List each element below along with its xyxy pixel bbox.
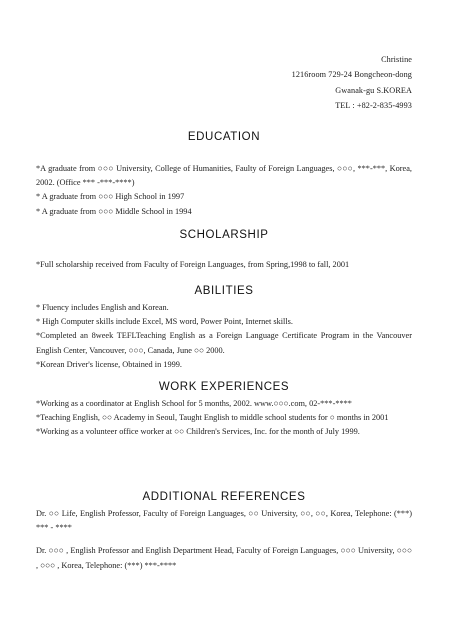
work-item: *Working as a coordinator at English School for 5 months, 2002. www.○○○.com, 02-***-****	[36, 399, 352, 408]
work-experiences-heading: WORK EXPERIENCES	[158, 381, 290, 393]
ability-item: * Fluency includes English and Korean.	[36, 303, 169, 312]
scholarship-heading: SCHOLARSHIP	[179, 229, 269, 241]
ability-item: *Korean Driver's license, Obtained in 1999.	[36, 359, 182, 369]
abilities-heading: ABILITIES	[194, 285, 254, 297]
education-item: *A graduate from ○○○ University, College of Humanities, Faulty of Foreign Languages, ○○○, ***-***, Korea, 2002. (Office *** -***-****)	[36, 164, 412, 188]
contact-telephone: TEL : +82-2-835-4993	[335, 100, 412, 110]
work-item: *Teaching English, ○○ Academy in Seoul, Taught English to middle school students for ○ months in 2001	[36, 413, 389, 423]
additional-references-heading: ADDITIONAL REFERENCES	[142, 491, 306, 503]
reference-item: Dr. ○○○ , English Professor and English Department Head, Faculty of Foreign Languages, ○○○ University, ○○○ , ○○○ , Korea, Telephone: (***) ***-****	[36, 546, 412, 570]
education-item: * A graduate from ○○○ Middle School in 1994	[36, 206, 192, 216]
work-item: *Working as a volunteer office worker at ○○ Children's Services, Inc. for the month of July 1999.	[36, 427, 360, 437]
work-experiences-section	[36, 397, 412, 440]
education-item: * A graduate from ○○○ High School in 1997	[36, 192, 185, 202]
abilities-section	[36, 301, 412, 372]
scholarship-section	[36, 258, 412, 272]
contact-name: Christine	[381, 55, 412, 64]
education-section	[36, 162, 412, 219]
scholarship-item: *Full scholarship received from Faculty of Foreign Languages, from Spring,1998 to fall, 2001	[36, 260, 350, 269]
ability-item: *Completed an 8week TEFLTeaching English as a Foreign Language Certificate Program in the Vancouver English Center, Vancouver, ○○○, Canada, June ○○ 2000.	[36, 331, 412, 355]
contact-block	[292, 52, 412, 113]
reference-spacer	[36, 535, 412, 544]
contact-address-line2: Gwanak-gu S.KOREA	[335, 85, 412, 95]
ability-item: * High Computer skills include Excel, MS word, Power Point, Internet skills.	[36, 317, 293, 327]
references-section	[36, 507, 412, 573]
education-heading: EDUCATION	[187, 131, 261, 143]
reference-item: Dr. ○○ Life, English Professor, Faculty of Foreign Languages, ○○ University, ○○, ○○, Korea, Telephone: (***) *** - ****	[36, 509, 412, 533]
contact-address-line1: 1216room 729-24 Bongcheon-dong	[291, 70, 412, 80]
